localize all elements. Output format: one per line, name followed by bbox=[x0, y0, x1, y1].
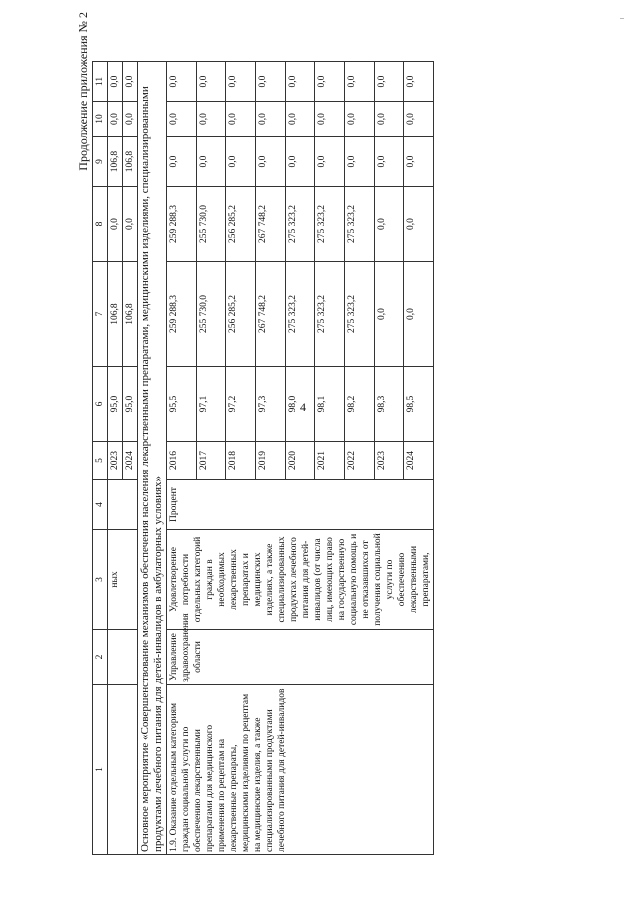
section-title: Основное мероприятие «Совершенствование механизмов обеспечения населения лекарственными препаратами, медицинскими изделиями, специализированными продуктами лечебного питания для детей-инвалидов в амбулаторных условиях» bbox=[138, 62, 167, 855]
funding-col10: 0,0 bbox=[196, 102, 226, 137]
funding-col9: 0,0 bbox=[196, 137, 226, 187]
funding-col11: 0,0 bbox=[374, 62, 404, 102]
funding-col10: 0,0 bbox=[255, 102, 285, 137]
supplement-title: Продолжение приложения № 2 bbox=[76, 12, 90, 171]
year-cell: 2024 bbox=[123, 442, 138, 480]
column-number: 2 bbox=[93, 630, 108, 685]
funding-total: 259 288,3 bbox=[167, 262, 197, 367]
funding-col10: 0,0 bbox=[123, 102, 138, 137]
funding-col8: 275 323,2 bbox=[344, 187, 374, 262]
funding-total: 275 323,2 bbox=[285, 262, 315, 367]
section-row bbox=[138, 62, 167, 855]
year-cell: 2024 bbox=[404, 442, 434, 480]
funding-col11: 0,0 bbox=[285, 62, 315, 102]
funding-col10: 0,0 bbox=[167, 102, 197, 137]
funding-col10: 0,0 bbox=[108, 102, 123, 137]
funding-col11: 0,0 bbox=[123, 62, 138, 102]
indicator-value: 95,5 bbox=[167, 367, 197, 442]
funding-col11: 0,0 bbox=[196, 62, 226, 102]
funding-col8: 0,0 bbox=[374, 187, 404, 262]
column-number: 1 bbox=[93, 685, 108, 855]
funding-col8: 255 730,0 bbox=[196, 187, 226, 262]
funding-total: 0,0 bbox=[404, 262, 434, 367]
indicator-description: Удовлетворение потребности отдельных категорий граждан в необходимых лекарственных препаратах и медицинских изделиях, а также специализированных продуктах лечебного питания для детей-инвалидов (от числа лиц, имеющих право на государственную социальную помощь и не отказавшихся от получения социальной услуги по обеспечению лекарственными препаратами, bbox=[167, 530, 434, 630]
indicator-value: 95,0 bbox=[108, 367, 123, 442]
funding-total: 267 748,2 bbox=[255, 262, 285, 367]
funding-col9: 106,8 bbox=[108, 137, 123, 187]
column-number: 3 bbox=[93, 530, 108, 630]
unit: Процент bbox=[167, 480, 434, 530]
funding-total: 106,8 bbox=[108, 262, 123, 367]
column-number-row bbox=[93, 62, 108, 855]
indicator-value: 97,3 bbox=[255, 367, 285, 442]
funding-col9: 0,0 bbox=[255, 137, 285, 187]
column-number: 5 bbox=[93, 442, 108, 480]
funding-col10: 0,0 bbox=[404, 102, 434, 137]
column-number: 8 bbox=[93, 187, 108, 262]
year-cell: 2017 bbox=[196, 442, 226, 480]
column-number: 9 bbox=[93, 137, 108, 187]
cell-empty bbox=[108, 630, 138, 685]
year-cell: 2016 bbox=[167, 442, 197, 480]
cell-empty bbox=[108, 480, 138, 530]
indicator-value: 98,3 bbox=[374, 367, 404, 442]
funding-col9: 0,0 bbox=[285, 137, 315, 187]
funding-col8: 267 748,2 bbox=[255, 187, 285, 262]
funding-total: 106,8 bbox=[123, 262, 138, 367]
funding-col11: 0,0 bbox=[226, 62, 256, 102]
year-cell: 2020 bbox=[285, 442, 315, 480]
column-number: 7 bbox=[93, 262, 108, 367]
funding-col8: 256 285,2 bbox=[226, 187, 256, 262]
funding-col11: 0,0 bbox=[404, 62, 434, 102]
funding-col11: 0,0 bbox=[108, 62, 123, 102]
funding-col9: 0,0 bbox=[315, 137, 345, 187]
indicator-value: 98,2 bbox=[344, 367, 374, 442]
continued-indicator-text: ных bbox=[108, 530, 138, 630]
funding-col11: 0,0 bbox=[344, 62, 374, 102]
year-cell: 2018 bbox=[226, 442, 256, 480]
indicator-value: 98,5 bbox=[404, 367, 434, 442]
indicator-value: 98,0 bbox=[285, 367, 315, 442]
cell-empty bbox=[108, 685, 138, 855]
program-table bbox=[92, 61, 434, 855]
funding-col8: 275 323,2 bbox=[285, 187, 315, 262]
indicator-value: 95,0 bbox=[123, 367, 138, 442]
funding-col11: 0,0 bbox=[167, 62, 197, 102]
funding-col10: 0,0 bbox=[374, 102, 404, 137]
funding-col8: 275 323,2 bbox=[315, 187, 345, 262]
funding-total: 275 323,2 bbox=[315, 262, 345, 367]
funding-col9: 106,8 bbox=[123, 137, 138, 187]
funding-col8: 0,0 bbox=[108, 187, 123, 262]
funding-col10: 0,0 bbox=[226, 102, 256, 137]
year-cell: 2021 bbox=[315, 442, 345, 480]
measure-name: 1.9. Оказание отдельным категориям граждан социальной услуги по обеспечению лекарственными препаратами для медицинского применения по рецептам на лекарственные препараты, медицинскими изделиями по рецептам на медицинские изделия, а также специализированными продуктами лечебного питания для детей-инвалидов bbox=[167, 685, 434, 855]
funding-col11: 0,0 bbox=[255, 62, 285, 102]
funding-col8: 0,0 bbox=[404, 187, 434, 262]
column-number: 6 bbox=[93, 367, 108, 442]
year-cell: 2023 bbox=[374, 442, 404, 480]
funding-col10: 0,0 bbox=[315, 102, 345, 137]
column-number: 11 bbox=[93, 62, 108, 102]
funding-total: 275 323,2 bbox=[344, 262, 374, 367]
column-number: 4 bbox=[93, 480, 108, 530]
indicator-value: 97,1 bbox=[196, 367, 226, 442]
funding-col11: 0,0 bbox=[315, 62, 345, 102]
indicator-value: 98,1 bbox=[315, 367, 345, 442]
continuation-row bbox=[108, 62, 123, 855]
funding-col9: 0,0 bbox=[374, 137, 404, 187]
indicator-value: 97,2 bbox=[226, 367, 256, 442]
funding-total: 0,0 bbox=[374, 262, 404, 367]
year-cell: 2023 bbox=[108, 442, 123, 480]
table-body bbox=[93, 62, 434, 855]
year-cell: 2022 bbox=[344, 442, 374, 480]
funding-col8: 0,0 bbox=[123, 187, 138, 262]
executor: Управление здравоохранения области bbox=[167, 630, 434, 685]
page-number: 4 bbox=[300, 400, 306, 414]
funding-col10: 0,0 bbox=[285, 102, 315, 137]
year-cell: 2019 bbox=[255, 442, 285, 480]
rotated-page bbox=[40, 2, 640, 907]
funding-total: 256 285,2 bbox=[226, 262, 256, 367]
funding-col9: 0,0 bbox=[404, 137, 434, 187]
funding-col9: 0,0 bbox=[344, 137, 374, 187]
funding-col8: 259 288,3 bbox=[167, 187, 197, 262]
funding-col9: 0,0 bbox=[167, 137, 197, 187]
funding-total: 255 730,0 bbox=[196, 262, 226, 367]
funding-col9: 0,0 bbox=[226, 137, 256, 187]
column-number: 10 bbox=[93, 102, 108, 137]
funding-col10: 0,0 bbox=[344, 102, 374, 137]
